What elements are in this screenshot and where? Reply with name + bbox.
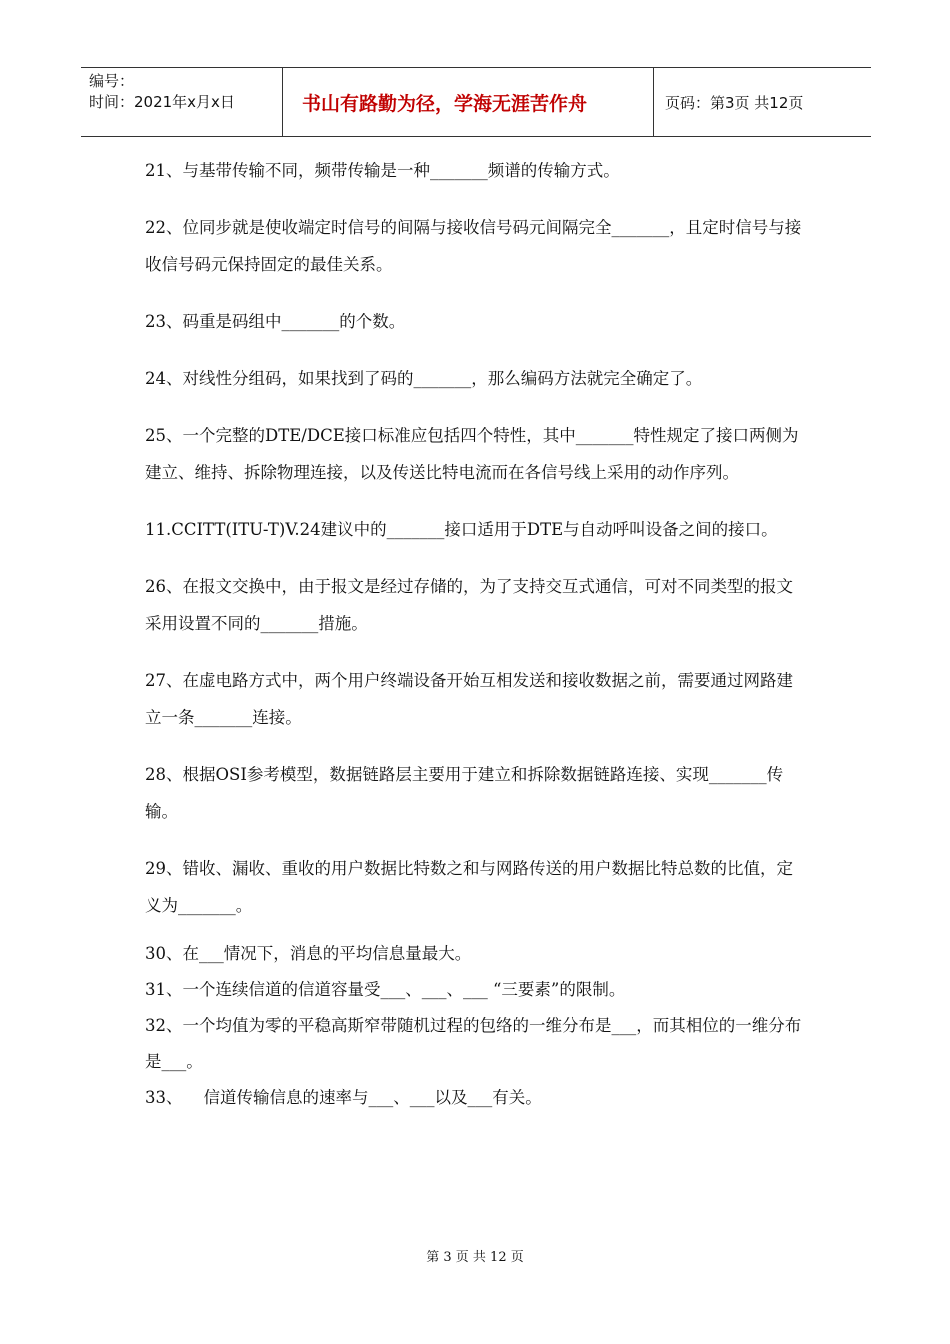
question-22: 22、位同步就是使收端定时信号的间隔与接收信号码元间隔完全_______，且定时信号与接收信号码元保持固定的最佳关系。	[145, 218, 802, 274]
question-23: 23、码重是码组中_______的个数。	[145, 312, 406, 331]
question-28: 28、根据OSI参考模型，数据链路层主要用于建立和拆除数据链路连接、实现_______传输。	[145, 765, 784, 821]
question-26: 26、在报文交换中，由于报文是经过存储的，为了支持交互式通信，可对不同类型的报文采用设置不同的_______措施。	[145, 577, 793, 633]
question-27: 27、在虚电路方式中，两个用户终端设备开始互相发送和接收数据之前，需要通过网路建立一条_______连接。	[145, 671, 793, 727]
question-31: 31、一个连续信道的信道容量受___、___、___ “三要素”的限制。	[145, 980, 626, 999]
page-footer: 第 3 页 共 12 页	[426, 1250, 524, 1265]
question-list	[145, 152, 807, 1116]
question-32: 32、一个均值为零的平稳高斯窄带随机过程的包络的一维分布是___，而其相位的一维分布是___。	[145, 1016, 802, 1071]
question-11: 11.CCITT(ITU-T)V.24建议中的_______接口适用于DTE与自动呼叫设备之间的接口。	[145, 520, 778, 539]
question-25: 25、一个完整的DTE/DCE接口标准应包括四个特性，其中_______特性规定了接口两侧为建立、维持、拆除物理连接，以及传送比特电流而在各信号线上采用的动作序列。	[145, 426, 799, 482]
question-33: 33、 信道传输信息的速率与___、___以及___有关。	[145, 1088, 542, 1107]
question-30: 30、在___情况下，消息的平均信息量最大。	[145, 944, 472, 963]
header-meta	[81, 68, 282, 136]
page-header	[81, 67, 871, 137]
time-label: 时间：2021年x月x日	[89, 93, 235, 111]
question-24: 24、对线性分组码，如果找到了码的_______，那么编码方法就完全确定了。	[145, 369, 703, 388]
question-29: 29、错收、漏收、重收的用户数据比特数之和与网路传送的用户数据比特总数的比值，定义为_______。	[145, 859, 793, 915]
header-motto: 书山有路勤为径，学海无涯苦作舟	[282, 68, 654, 136]
number-label: 编号：	[89, 72, 135, 90]
header-page-label: 页码：第3页 共12页	[665, 93, 804, 112]
question-21: 21、与基带传输不同，频带传输是一种_______频谱的传输方式。	[145, 161, 620, 180]
